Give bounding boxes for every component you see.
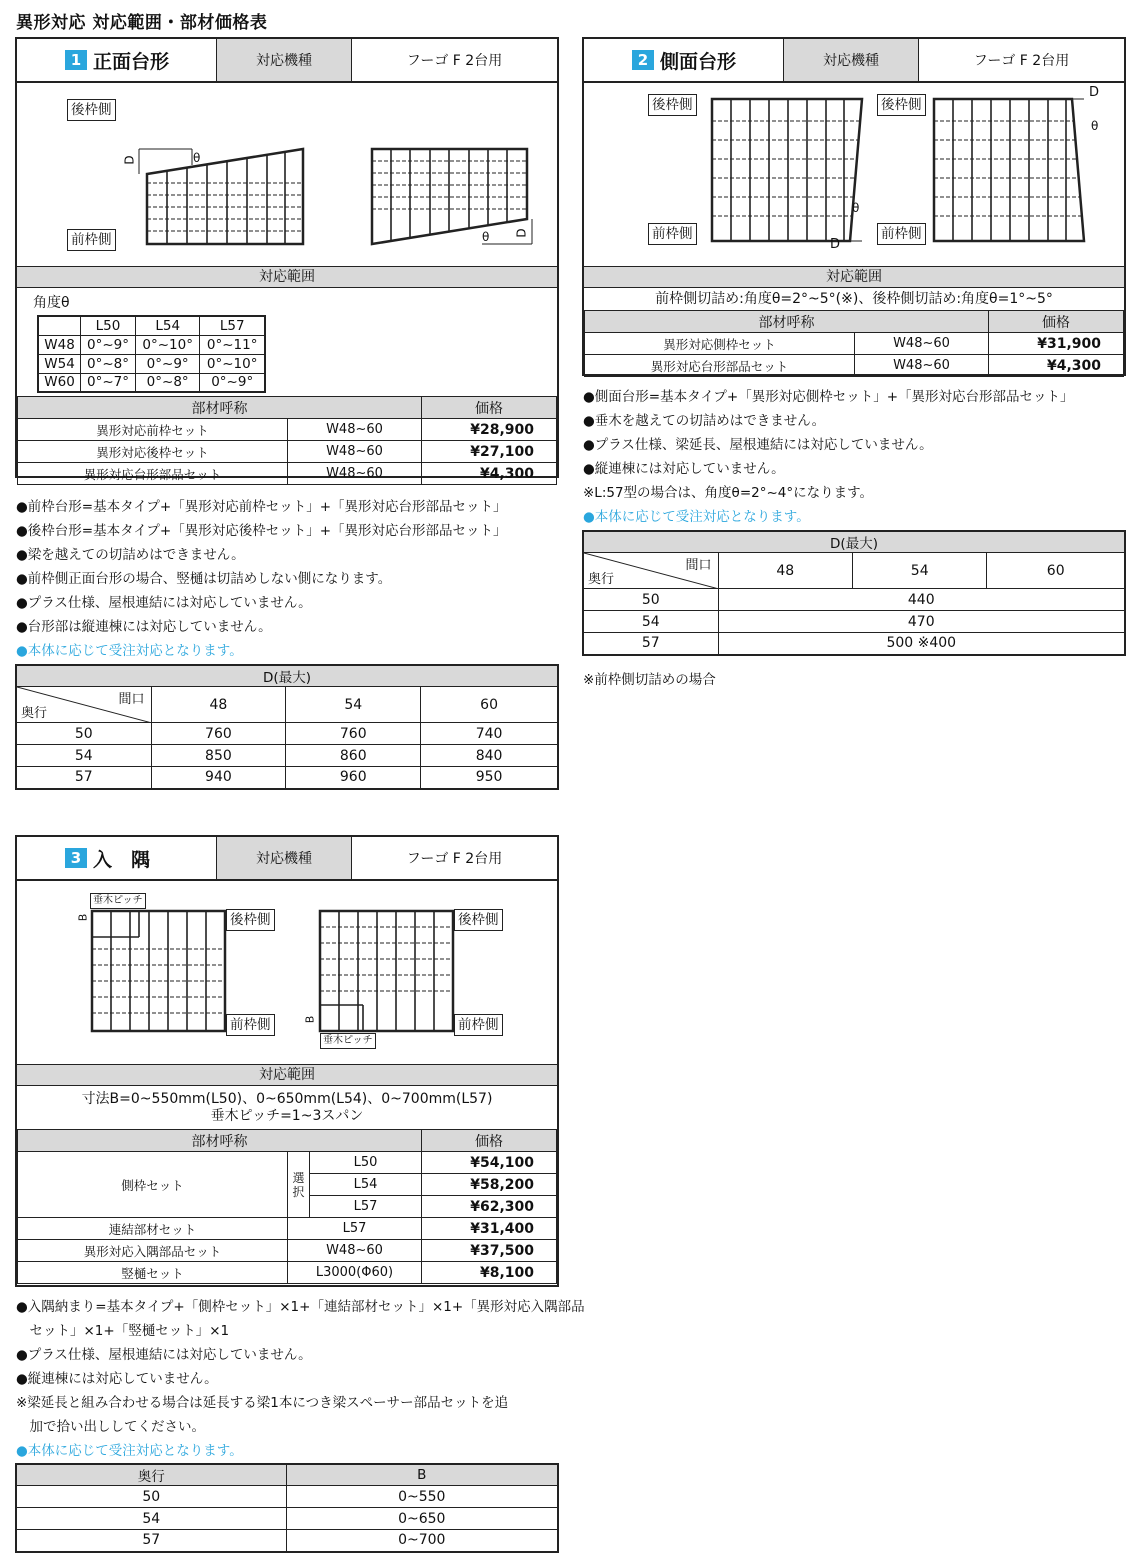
dimension-d-label: D	[514, 228, 529, 238]
section-2-notes: ●側面台形=基本タイプ+「異形対応側枠セット」+「異形対応台形部品セット」 ●垂木を越えての切詰めはできません。 ●プラス仕様、梁延長、屋根連結には対応していません。 ●縦連棟には対応していません。 ※L:57型の場合は、角度θ=2°~4°になります。 ●本体に応じて受注対応となります。	[583, 389, 1074, 525]
dimension-b-label: B	[303, 1015, 317, 1024]
side-trapezoid-diagram	[584, 83, 1124, 266]
front-trapezoid-diagram	[17, 83, 557, 266]
dimension-b-label: B	[76, 913, 90, 922]
angle-theta-label: θ	[852, 201, 860, 215]
front-frame-label: 前枠側	[226, 1014, 275, 1036]
front-frame-label: 前枠側	[454, 1014, 503, 1036]
dimension-d-label: D	[1089, 85, 1100, 100]
table-row: 50 760 760 740	[16, 723, 558, 745]
page-title: 異形対応 対応範囲・部材価格表	[16, 13, 268, 33]
section-number-badge: 3	[65, 848, 87, 868]
angle-title: 角度θ	[33, 295, 70, 311]
section-3-notes: ●入隅納まり=基本タイプ+「側枠セット」×1+「連結部材セット」×1+「異形対応入隅部品 セット」×1+「竪樋セット」×1 ●プラス仕様、屋根連結には対応していません。 ●縦連棟には対応していません。 ※梁延長と組み合わせる場合は延長する梁1本につき梁スペーサー部品セットを追 加で拾い出ししてください。 ●本体に応じて受注対応となります。	[16, 1299, 585, 1459]
table-row: 54 0~650	[16, 1508, 558, 1530]
table-row: 異形対応側枠セット W48~60 ¥31,900	[585, 333, 1124, 355]
parts-price-table: 部材呼称 価格 異形対応側枠セット W48~60 ¥31,900 異形対応台形部品セット W48~60 ¥4,300	[584, 310, 1124, 377]
model-label: 対応機種	[217, 39, 352, 81]
table-row: L54 ¥58,200	[18, 1174, 557, 1196]
table-row: 54 850 860 840	[16, 745, 558, 767]
model-label: 対応機種	[784, 39, 919, 81]
model-value: フーゴ F 2台用	[406, 851, 503, 867]
inner-corner-diagram	[17, 881, 557, 1064]
table-row: 50 0~550	[16, 1486, 558, 1508]
table-row: 異形対応台形部品セット W48~60 ¥4,300	[585, 355, 1124, 377]
diagonal-header-cell: 間口 奥行	[16, 687, 151, 723]
rear-frame-label: 後枠側	[454, 909, 503, 931]
table-row: 50 440	[583, 589, 1125, 611]
front-frame-label: 前枠側	[67, 229, 116, 251]
d-max-table: D(最大) 間口 奥行 48 54 60 50 760 760 740 54 850 860 840 57 940 960 950	[15, 664, 559, 790]
diagonal-header-cell: 間口 奥行	[583, 553, 718, 589]
section-1-notes: ●前枠台形=基本タイプ+「異形対応前枠セット」+「異形対応台形部品セット」 ●後枠台形=基本タイプ+「異形対応後枠セット」+「異形対応台形部品セット」 ●梁を越えての切詰めはできません。 ●前枠側正面台形の場合、竪樋は切詰めしない側になります。 ●プラス仕様、屋根連結には対応していません。 ●台形部は縦連棟には対応していません。 ●本体に応じて受注対応となります。	[16, 499, 507, 659]
rear-frame-label: 後枠側	[877, 94, 926, 116]
range-band: 対応範囲	[17, 266, 557, 288]
table-row: 竪樋セット L3000(Φ60) ¥8,100	[18, 1262, 557, 1284]
section-2-footnote: ※前枠側切詰めの場合	[583, 672, 716, 688]
table-row: 57 500 ※400	[583, 633, 1125, 655]
section-inner-corner	[15, 835, 559, 1287]
table-row: 57 0~700	[16, 1530, 558, 1552]
section-front-trapezoid	[15, 37, 559, 482]
section-title: 3 入 隅	[17, 837, 217, 879]
dimension-d-label: D	[122, 155, 137, 165]
angle-theta-label: θ	[193, 151, 201, 165]
table-row: 異形対応後枠セット W48~60 ¥27,100	[18, 441, 557, 463]
angle-theta-label: θ	[1091, 119, 1099, 133]
table-row: 異形対応前枠セット W48~60 ¥28,900	[18, 419, 557, 441]
section-side-trapezoid	[582, 37, 1126, 376]
rear-frame-label: 後枠側	[226, 909, 275, 931]
parts-price-table: 部材呼称 価格 側枠セット 選択 L50 ¥54,100 L54 ¥58,200 L57 ¥62,300 連結部材セット L57 ¥31,400 異形対応入隅部品セット W48~60 ¥37,500 竪樋セット L3000(Φ60) ¥8,100	[17, 1129, 557, 1284]
table-row: 異形対応入隅部品セット W48~60 ¥37,500	[18, 1240, 557, 1262]
rear-frame-label: 後枠側	[648, 94, 697, 116]
table-row: 側枠セット 選択 L50 ¥54,100	[18, 1152, 557, 1174]
model-value: フーゴ F 2台用	[973, 53, 1070, 69]
rear-frame-label: 後枠側	[67, 99, 116, 121]
section-number-badge: 2	[632, 50, 654, 70]
angle-table: L50 L54 L57 W48 0°~9° 0°~10° 0°~11° W54 0°~8° 0°~9° 0°~10° W60 0°~7° 0°~8° 0°~9°	[37, 315, 266, 393]
angle-theta-label: θ	[482, 230, 490, 244]
range-text: 寸法B=0~550mm(L50)、0~650mm(L54)、0~700mm(L57) 垂木ピッチ=1~3スパン	[81, 1091, 493, 1124]
select-mark: 選択	[288, 1152, 310, 1218]
d-max-table: D(最大) 間口 奥行 48 54 60 50 440 54 470 57 500 ※400	[582, 530, 1126, 656]
b-dimension-table: 奥行 B 50 0~550 54 0~650 57 0~700	[15, 1463, 559, 1553]
table-row: 異形対応台形部品セット W48~60 ¥4,300	[18, 463, 557, 485]
rafter-pitch-label: 垂木ピッチ	[320, 1033, 376, 1049]
table-row: 57 940 960 950	[16, 767, 558, 789]
rafter-pitch-label: 垂木ピッチ	[90, 893, 146, 909]
table-row: 54 470	[583, 611, 1125, 633]
front-frame-label: 前枠側	[877, 223, 926, 245]
model-label: 対応機種	[217, 837, 352, 879]
range-band: 対応範囲	[17, 1064, 557, 1086]
range-text: 前枠側切詰め:角度θ=2°~5°(※)、後枠側切詰め:角度θ=1°~5°	[655, 291, 1053, 307]
parts-price-table: 部材呼称 価格 異形対応前枠セット W48~60 ¥28,900 異形対応後枠セット W48~60 ¥27,100 異形対応台形部品セット W48~60 ¥4,300	[17, 396, 557, 485]
table-row: L57 ¥62,300	[18, 1196, 557, 1218]
section-title: 1 正面台形	[17, 39, 217, 81]
model-value: フーゴ F 2台用	[406, 53, 503, 69]
dimension-d-label: D	[830, 237, 841, 252]
section-number-badge: 1	[65, 50, 87, 70]
range-band: 対応範囲	[584, 266, 1124, 288]
front-frame-label: 前枠側	[648, 223, 697, 245]
table-row: 連結部材セット L57 ¥31,400	[18, 1218, 557, 1240]
section-title: 2 側面台形	[584, 39, 784, 81]
